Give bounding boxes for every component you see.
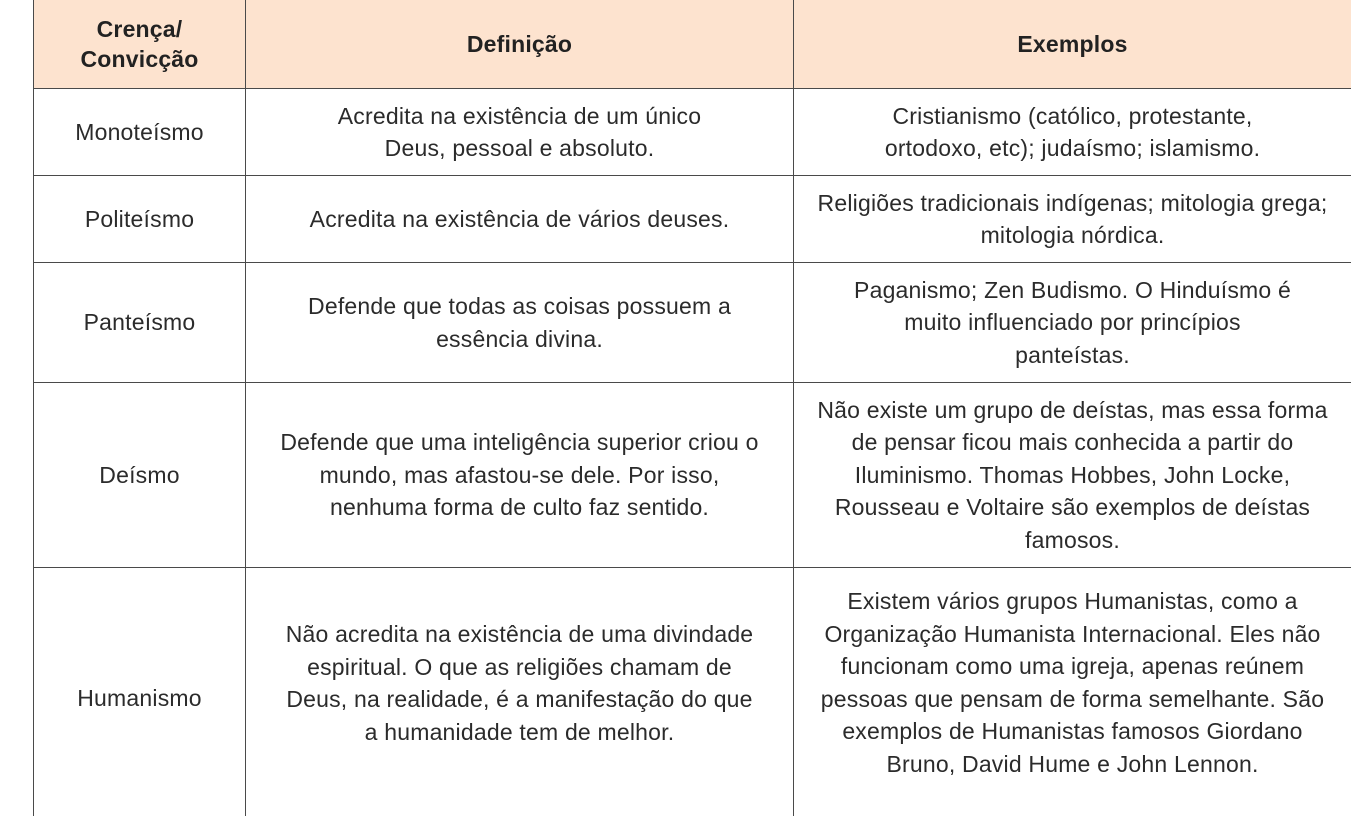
cell-belief: Deísmo <box>34 383 246 568</box>
cell-examples: Existem vários grupos Humanistas, como a Organização Humanista Internacional. Eles não funcionam como uma igreja, apenas reúnem pessoas que pensam de forma semelhante. São exemplos de Humanistas famosos Giordano Bruno, David Hume e John Lennon. <box>794 568 1352 816</box>
cell-belief: Monoteísmo <box>34 89 246 176</box>
cell-definition: Não acredita na existência de uma divindade espiritual. O que as religiões chamam de Deus, na realidade, é a manifestação do que a humanidade tem de melhor. <box>246 568 794 816</box>
cell-examples: Religiões tradicionais indígenas; mitologia grega; mitologia nórdica. <box>794 176 1352 263</box>
cell-definition: Acredita na existência de um único Deus, pessoal e absoluto. <box>246 89 794 176</box>
beliefs-table-container <box>33 0 1351 816</box>
cell-belief: Humanismo <box>34 568 246 816</box>
table-row <box>34 383 1352 568</box>
header-belief: Crença/ Convicção <box>34 0 246 89</box>
header-definition: Definição <box>246 0 794 89</box>
table-header-row <box>34 0 1352 89</box>
table-row <box>34 568 1352 816</box>
table-row <box>34 263 1352 383</box>
cell-definition: Defende que todas as coisas possuem a essência divina. <box>246 263 794 383</box>
cell-examples: Paganismo; Zen Budismo. O Hinduísmo é muito influenciado por princípios panteístas. <box>794 263 1352 383</box>
header-examples: Exemplos <box>794 0 1352 89</box>
beliefs-table <box>33 0 1351 816</box>
table-row <box>34 89 1352 176</box>
cell-belief: Politeísmo <box>34 176 246 263</box>
cell-examples: Não existe um grupo de deístas, mas essa forma de pensar ficou mais conhecida a partir do Iluminismo. Thomas Hobbes, John Locke, Rousseau e Voltaire são exemplos de deístas famosos. <box>794 383 1352 568</box>
table-row <box>34 176 1352 263</box>
cell-belief: Panteísmo <box>34 263 246 383</box>
cell-definition: Defende que uma inteligência superior criou o mundo, mas afastou-se dele. Por isso, nenhuma forma de culto faz sentido. <box>246 383 794 568</box>
cell-examples: Cristianismo (católico, protestante, ortodoxo, etc); judaísmo; islamismo. <box>794 89 1352 176</box>
cell-definition: Acredita na existência de vários deuses. <box>246 176 794 263</box>
